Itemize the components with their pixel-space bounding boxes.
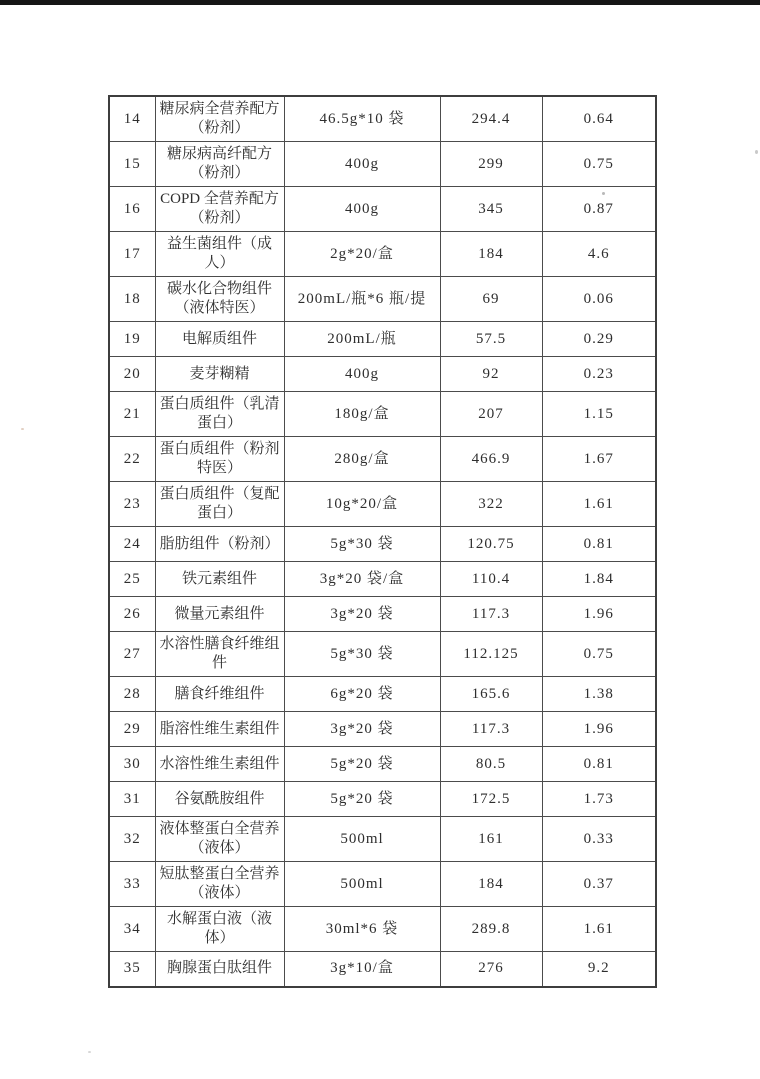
cell-specification: 5g*30 袋 [284,527,440,562]
cell-price: 120.75 [440,527,542,562]
cell-price: 165.6 [440,677,542,712]
cell-price: 117.3 [440,712,542,747]
table-row [109,357,656,392]
table-row [109,232,656,277]
cell-specification: 200mL/瓶 [284,322,440,357]
cell-price: 57.5 [440,322,542,357]
cell-unit-ratio: 4.6 [542,232,656,277]
cell-row-number: 28 [109,677,155,712]
nutrition-product-price-table [108,95,657,988]
cell-unit-ratio: 1.38 [542,677,656,712]
table-row [109,782,656,817]
cell-specification: 3g*20 袋 [284,712,440,747]
cell-price: 322 [440,482,542,527]
cell-product-name: 水溶性膳食纤维组件 [155,632,284,677]
cell-specification: 6g*20 袋 [284,677,440,712]
cell-unit-ratio: 0.75 [542,632,656,677]
table-row [109,142,656,187]
cell-row-number: 35 [109,952,155,987]
cell-unit-ratio: 0.81 [542,747,656,782]
cell-specification: 5g*30 袋 [284,632,440,677]
cell-specification: 46.5g*10 袋 [284,96,440,142]
cell-unit-ratio: 1.96 [542,597,656,632]
cell-product-name: 脂溶性维生素组件 [155,712,284,747]
cell-product-name: 谷氨酰胺组件 [155,782,284,817]
table-body [109,96,656,987]
cell-row-number: 26 [109,597,155,632]
cell-specification: 3g*20 袋/盒 [284,562,440,597]
table-row [109,677,656,712]
cell-unit-ratio: 1.73 [542,782,656,817]
cell-price: 184 [440,862,542,907]
cell-row-number: 34 [109,907,155,952]
table-row [109,907,656,952]
cell-price: 184 [440,232,542,277]
cell-product-name: 微量元素组件 [155,597,284,632]
cell-row-number: 29 [109,712,155,747]
table-row [109,277,656,322]
cell-product-name: 益生菌组件（成人） [155,232,284,277]
cell-row-number: 22 [109,437,155,482]
cell-row-number: 23 [109,482,155,527]
cell-unit-ratio: 9.2 [542,952,656,987]
cell-unit-ratio: 0.81 [542,527,656,562]
cell-unit-ratio: 1.84 [542,562,656,597]
cell-price: 110.4 [440,562,542,597]
cell-specification: 400g [284,142,440,187]
table-row [109,747,656,782]
table-row [109,562,656,597]
table-row [109,817,656,862]
cell-specification: 5g*20 袋 [284,782,440,817]
cell-unit-ratio: 1.96 [542,712,656,747]
cell-specification: 500ml [284,862,440,907]
cell-specification: 200mL/瓶*6 瓶/提 [284,277,440,322]
cell-row-number: 19 [109,322,155,357]
cell-row-number: 30 [109,747,155,782]
cell-unit-ratio: 0.06 [542,277,656,322]
cell-unit-ratio: 1.61 [542,482,656,527]
cell-row-number: 24 [109,527,155,562]
cell-row-number: 16 [109,187,155,232]
cell-row-number: 17 [109,232,155,277]
cell-row-number: 25 [109,562,155,597]
cell-row-number: 33 [109,862,155,907]
cell-specification: 500ml [284,817,440,862]
price-table-container [108,95,655,988]
cell-specification: 400g [284,357,440,392]
table-row [109,597,656,632]
scan-speck [88,1051,91,1053]
scan-speck [755,150,758,154]
cell-unit-ratio: 0.33 [542,817,656,862]
cell-price: 161 [440,817,542,862]
cell-row-number: 31 [109,782,155,817]
cell-row-number: 21 [109,392,155,437]
cell-specification: 2g*20/盒 [284,232,440,277]
cell-product-name: 脂肪组件（粉剂） [155,527,284,562]
cell-product-name: 铁元素组件 [155,562,284,597]
cell-price: 80.5 [440,747,542,782]
cell-unit-ratio: 0.64 [542,96,656,142]
cell-unit-ratio: 1.67 [542,437,656,482]
cell-product-name: 糖尿病全营养配方（粉剂） [155,96,284,142]
cell-row-number: 32 [109,817,155,862]
table-row [109,392,656,437]
cell-row-number: 20 [109,357,155,392]
cell-product-name: 电解质组件 [155,322,284,357]
cell-product-name: 短肽整蛋白全营养（液体） [155,862,284,907]
cell-specification: 30ml*6 袋 [284,907,440,952]
cell-price: 92 [440,357,542,392]
cell-unit-ratio: 0.23 [542,357,656,392]
cell-specification: 3g*20 袋 [284,597,440,632]
table-row [109,952,656,987]
cell-product-name: 蛋白质组件（粉剂特医） [155,437,284,482]
cell-specification: 5g*20 袋 [284,747,440,782]
cell-price: 117.3 [440,597,542,632]
cell-price: 466.9 [440,437,542,482]
cell-unit-ratio: 0.37 [542,862,656,907]
cell-unit-ratio: 0.75 [542,142,656,187]
table-row [109,527,656,562]
cell-product-name: 蛋白质组件（复配蛋白） [155,482,284,527]
cell-price: 276 [440,952,542,987]
scan-speck [21,428,24,430]
cell-price: 112.125 [440,632,542,677]
cell-unit-ratio: 0.29 [542,322,656,357]
cell-price: 69 [440,277,542,322]
cell-specification: 3g*10/盒 [284,952,440,987]
table-row [109,187,656,232]
cell-product-name: 糖尿病高纤配方（粉剂） [155,142,284,187]
cell-row-number: 14 [109,96,155,142]
table-row [109,482,656,527]
cell-product-name: COPD 全营养配方（粉剂） [155,187,284,232]
table-row [109,862,656,907]
cell-price: 207 [440,392,542,437]
cell-price: 289.8 [440,907,542,952]
cell-row-number: 27 [109,632,155,677]
cell-product-name: 碳水化合物组件（液体特医） [155,277,284,322]
cell-specification: 10g*20/盒 [284,482,440,527]
table-row [109,96,656,142]
cell-product-name: 麦芽糊精 [155,357,284,392]
cell-row-number: 18 [109,277,155,322]
cell-price: 172.5 [440,782,542,817]
cell-product-name: 蛋白质组件（乳清蛋白） [155,392,284,437]
cell-price: 294.4 [440,96,542,142]
cell-specification: 180g/盒 [284,392,440,437]
cell-unit-ratio: 1.15 [542,392,656,437]
cell-product-name: 液体整蛋白全营养（液体） [155,817,284,862]
cell-product-name: 水解蛋白液（液体） [155,907,284,952]
cell-product-name: 膳食纤维组件 [155,677,284,712]
cell-specification: 400g [284,187,440,232]
cell-unit-ratio: 1.61 [542,907,656,952]
cell-product-name: 胸腺蛋白肽组件 [155,952,284,987]
cell-product-name: 水溶性维生素组件 [155,747,284,782]
table-row [109,322,656,357]
scan-top-edge-bar [0,0,760,5]
cell-specification: 280g/盒 [284,437,440,482]
cell-price: 345 [440,187,542,232]
cell-unit-ratio: 0.87 [542,187,656,232]
table-row [109,437,656,482]
table-row [109,632,656,677]
table-row [109,712,656,747]
cell-price: 299 [440,142,542,187]
cell-row-number: 15 [109,142,155,187]
